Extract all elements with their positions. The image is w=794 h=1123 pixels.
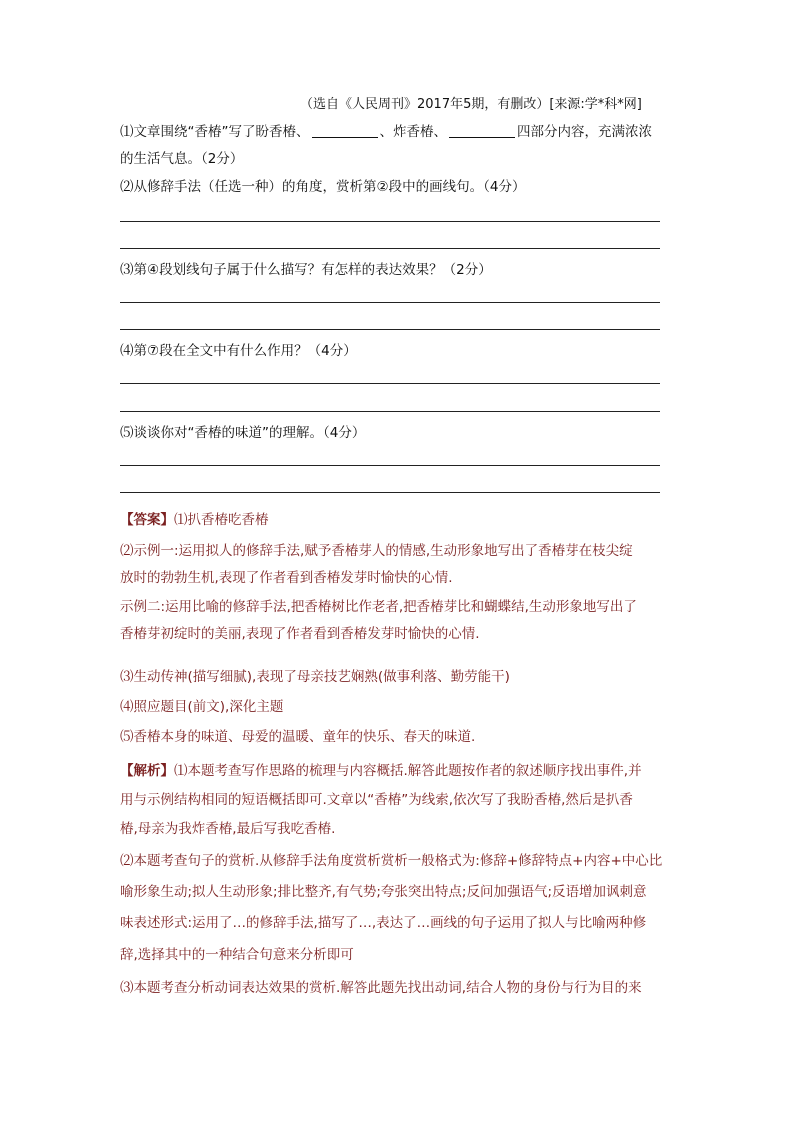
answer-5: ⑸香椿本身的味道、母爱的温暖、童年的快乐、春天的味道. [120, 729, 476, 745]
answer-2-line-2: 放时的勃勃生机,表现了作者看到香椿发芽时愉快的心情. [120, 570, 453, 586]
answer-line [120, 383, 660, 384]
answer-1-text: ⑴扒香椿吃香椿 [174, 512, 269, 528]
fill-blank-2 [449, 123, 515, 138]
analysis-2-line-3: 味表述形式:运用了…的修辞手法,描写了…,表达了…画线的句子运用了拟人与比喻两种修 [120, 915, 647, 931]
answer-3: ⑶生动传神(描写细腻),表现了母亲技艺娴熟(做事利落、勤劳能干) [120, 669, 510, 685]
question-1 [120, 122, 652, 142]
answer-2-line-1: ⑵示例一:运用拟人的修辞手法,赋予香椿芽人的情感,生动形象地写出了香椿芽在枝尖绽 [120, 543, 633, 559]
question-3: ⑶第④段划线句子属于什么描写？有怎样的表达效果？（2分） [120, 262, 492, 278]
analysis-tag: 【解析】 [120, 763, 174, 779]
question-5: ⑸谈谈你对“香椿的味道”的理解。（4分） [120, 425, 366, 441]
answer-line [120, 302, 660, 303]
answer-line [120, 411, 660, 412]
question-1-part-b: 、炸香椿、 [379, 124, 447, 140]
fill-blank-1 [312, 123, 378, 138]
answer-4: ⑷照应题目(前文),深化主题 [120, 699, 284, 715]
answer-2-line-4: 香椿芽初绽时的美丽,表现了作者看到香椿发芽时愉快的心情. [120, 626, 480, 642]
analysis-2-line-2: 喻形象生动;拟人生动形象;排比整齐,有气势;夸张突出特点;反问加强语气;反语增加讽刺意 [120, 884, 647, 900]
question-2: ⑵从修辞手法（任选一种）的角度，赏析第②段中的画线句。（4分） [120, 179, 526, 195]
source-citation: （选自《人民周刊》2017年5期，有删改）[来源:学*科*网] [300, 97, 642, 112]
answer-2-line-3: 示例二:运用比喻的修辞手法,把香椿树比作老者,把香椿芽比和蝴蝶结,生动形象地写出了 [120, 599, 637, 615]
analysis-2-line-1: ⑵本题考查句子的赏析.从修辞手法角度赏析赏析一般格式为:修辞+修辞特点+内容+中心比 [120, 853, 663, 869]
analysis-2-line-4: 辞,选择其中的一种结合句意来分析即可 [120, 947, 354, 963]
analysis-3-line-1: ⑶本题考查分析动词表达效果的赏析.解答此题先找出动词,结合人物的身份与行为目的来 [120, 980, 642, 996]
answer-1 [120, 510, 269, 530]
answer-tag: 【答案】 [120, 512, 174, 528]
analysis-1-line-3: 椿,母亲为我炸香椿,最后写我吃香椿. [120, 821, 336, 837]
question-1-part-a: ⑴文章围绕“香椿”写了盼香椿、 [120, 124, 310, 140]
answer-line [120, 329, 660, 330]
analysis-1-line-2: 用与示例结构相同的短语概括即可.文章以“香椿”为线索,依次写了我盼香椿,然后是扒香 [120, 792, 633, 808]
answer-line [120, 492, 660, 493]
answer-line [120, 221, 660, 222]
question-4: ⑷第⑦段在全文中有什么作用？（4分） [120, 343, 357, 359]
question-1-line-2: 的生活气息。（2分） [120, 151, 244, 167]
answer-line [120, 465, 660, 466]
analysis-1-line-1 [120, 761, 642, 781]
answer-line [120, 248, 660, 249]
question-1-part-c: 四部分内容，充满浓浓 [517, 124, 652, 140]
analysis-1-text: ⑴本题考查写作思路的梳理与内容概括.解答此题按作者的叙述顺序找出事件,并 [174, 763, 642, 779]
